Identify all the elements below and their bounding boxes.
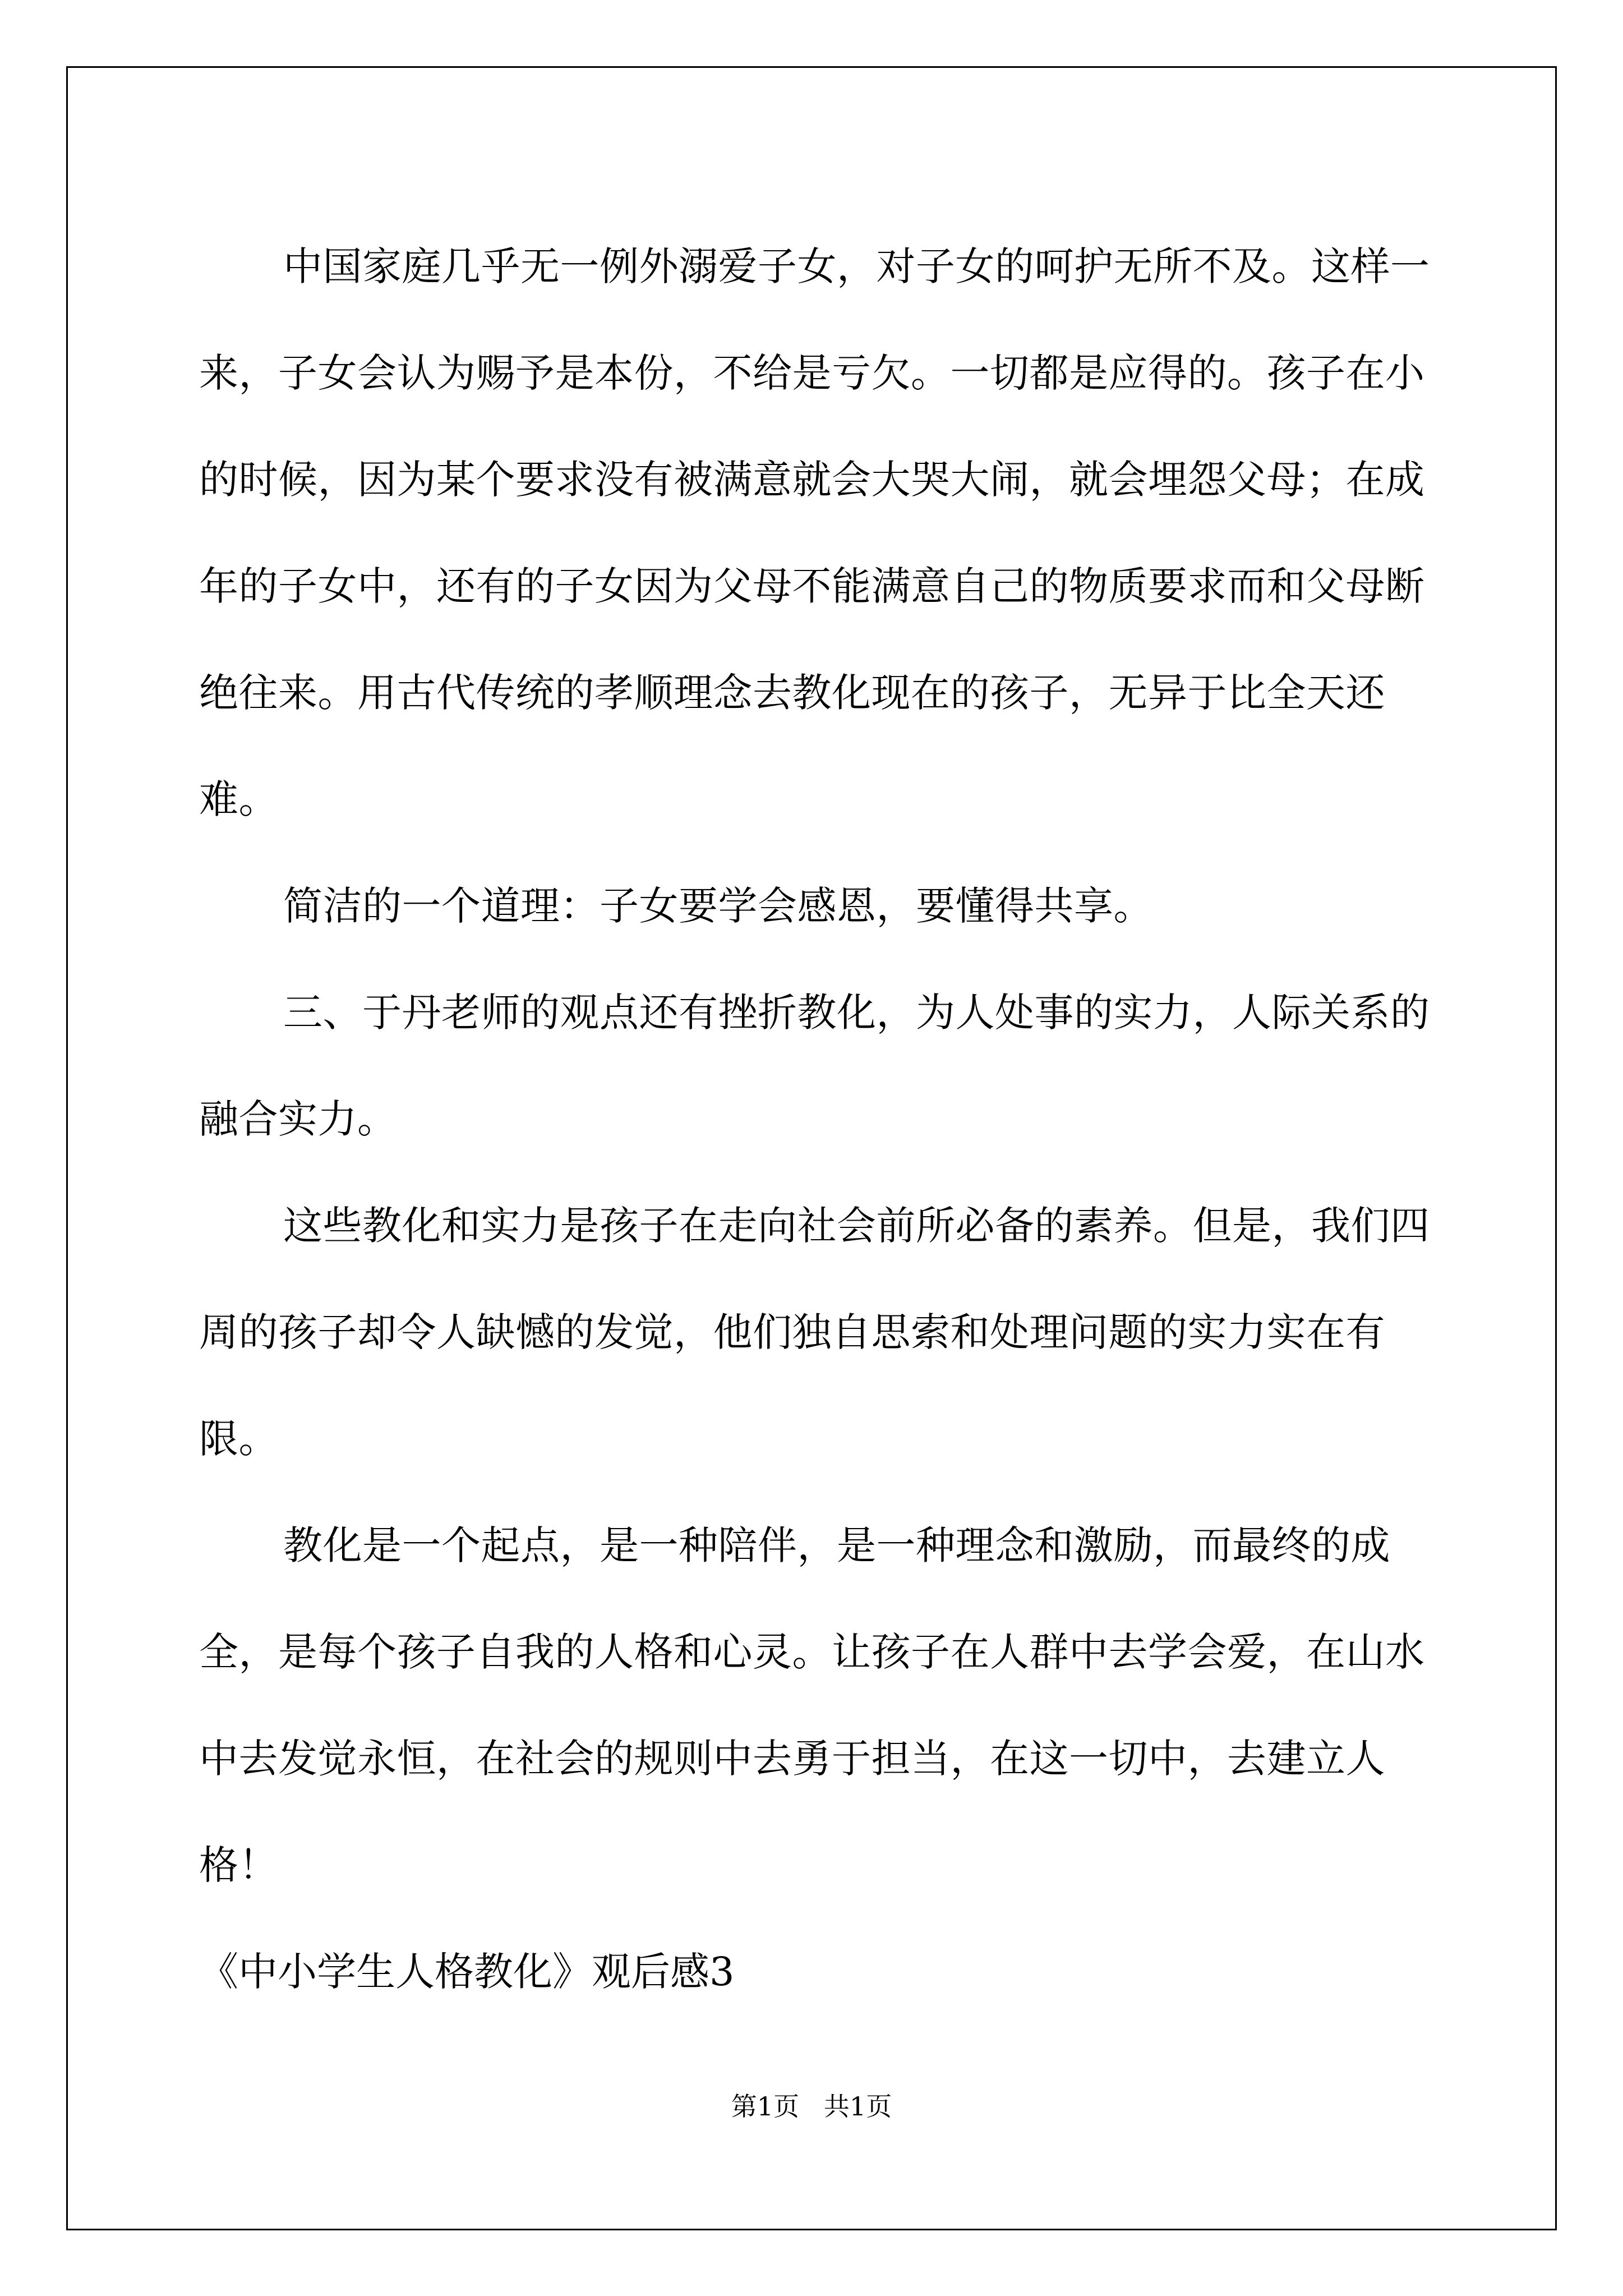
paragraph-5: 教化是一个起点，是一种陪伴，是一种理念和激励，而最终的成全，是每个孩子自我的人格和心灵。让孩子在人群中去学会爱，在山水中去发觉永恒，在社会的规则中去勇于担当，在这一切中，去建立人格！ xyxy=(199,1522,1425,1888)
paragraph-3: 三、于丹老师的观点还有挫折教化，为人处事的实力，人际关系的融合实力。 xyxy=(199,990,1430,1142)
section-heading: 《中小学生人格教化》观后感3 xyxy=(199,1949,735,1995)
page-footer: 第1页 共1页 xyxy=(731,2091,892,2122)
paragraph-4: 这些教化和实力是孩子在走向社会前所必备的素养。但是，我们四周的孩子却令人缺憾的发觉，他们独自思索和处理问题的实力实在有限。 xyxy=(199,1203,1430,1462)
document-body xyxy=(199,213,1433,2025)
paragraph-2: 简洁的一个道理：子女要学会感恩，要懂得共享。 xyxy=(283,883,1153,929)
paragraph-1: 中国家庭几乎无一例外溺爱子女，对子女的呵护无所不及。这样一来，子女会认为赐予是本份，不给是亏欠。一切都是应得的。孩子在小的时候，因为某个要求没有被满意就会大哭大闹，就会埋怨父母；在成年的子女中，还有的子女因为父母不能满意自己的物质要求而和父母断绝往来。用古代传统的孝顺理念去教化现在的孩子，无异于比全天还难。 xyxy=(199,243,1430,822)
